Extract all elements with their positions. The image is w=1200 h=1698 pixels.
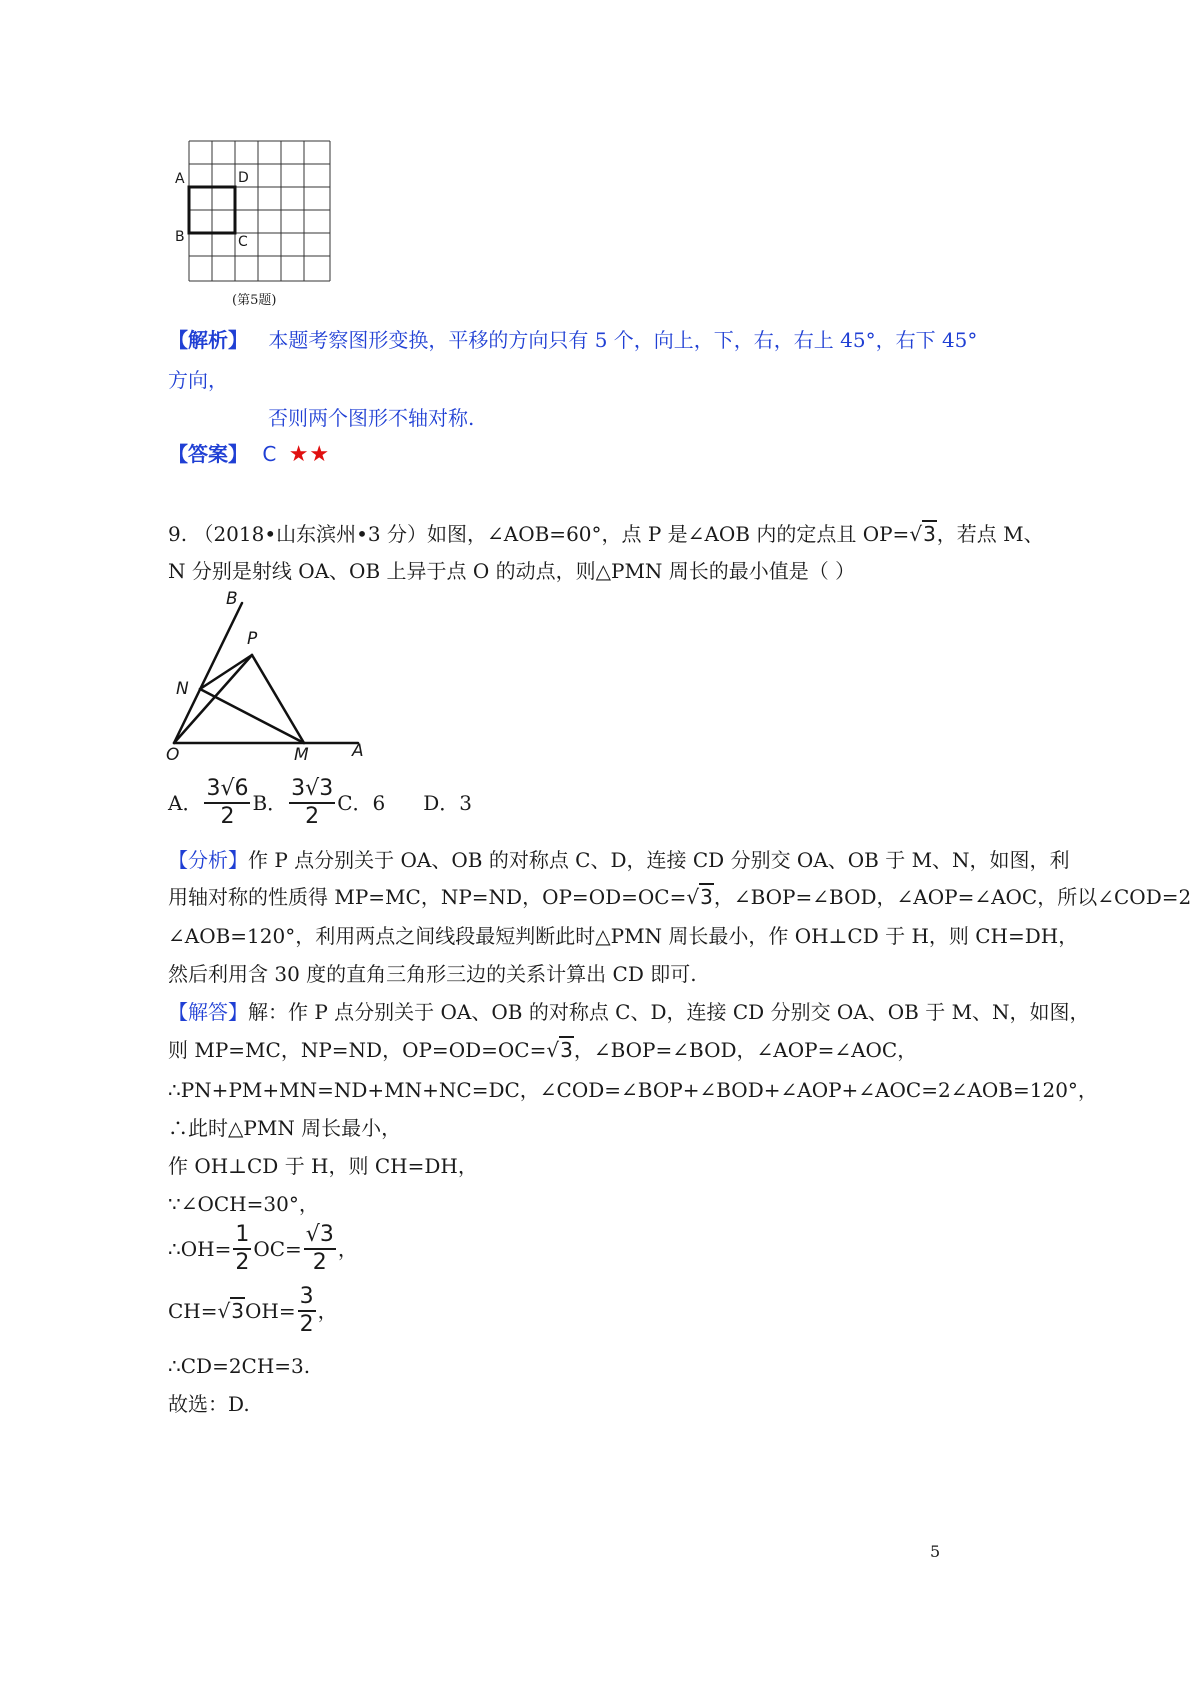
jieda-text2-post: ，∠BOP=∠BOD，∠AOP=∠AOC，: [573, 1038, 918, 1062]
ray-ob: [174, 603, 242, 743]
jieda-line10: 故选：D.: [168, 1392, 250, 1416]
tri-label-p: P: [247, 629, 258, 649]
tri-label-o: O: [166, 745, 180, 765]
fenxi-sqrt3: 3: [700, 885, 713, 909]
fenxi-line3: ∠AOB=120°，利用两点之间线段最短判断此时△PMN 周长最小，作 OH⊥CD 于 H，则 CH=DH，: [168, 924, 1079, 948]
options-row: [168, 776, 472, 836]
q9-text1: 9. （2018•山东滨州•3 分）如图，∠AOB=60°，点 P 是∠AOB 内的定点且 OP=: [168, 522, 910, 546]
jieda-frac1-den: 2: [235, 1250, 250, 1275]
sqrt-icon: √3: [546, 1038, 573, 1062]
analysis1-tag: 【解析】: [168, 328, 248, 352]
jieda-frac2-den: 2: [312, 1250, 327, 1275]
fenxi-line2: [168, 883, 1191, 911]
grid-label-b: B: [175, 229, 185, 245]
option-c: C．6: [337, 791, 386, 815]
tri-label-b: B: [226, 589, 238, 609]
jieda-frac2-num: √3: [304, 1222, 336, 1250]
jieda-text7-post: ，: [337, 1237, 358, 1261]
jieda-line6: ∵∠OCH=30°，: [168, 1192, 319, 1216]
tri-label-n: N: [176, 679, 189, 699]
analysis1-line2: 方向，: [168, 368, 228, 392]
answer1-letter: C: [262, 442, 277, 466]
option-b-den: 2: [305, 804, 320, 829]
segment-op: [174, 655, 252, 743]
option-a-label: A．: [168, 791, 203, 815]
sqrt-icon: √3: [217, 1299, 244, 1323]
q9-line1: [168, 520, 1044, 548]
jieda-frac1-num: 1: [233, 1222, 251, 1250]
sqrt-icon: √3: [686, 885, 713, 909]
jieda-sqrt3: 3: [560, 1038, 573, 1062]
option-a-frac: [204, 776, 250, 830]
fenxi-text2: 用轴对称的性质得 MP=MC，NP=ND，OP=OD=OC=: [168, 885, 687, 909]
fenxi-line1: [168, 846, 1070, 874]
jieda-line8: [168, 1284, 338, 1344]
page-number: 5: [930, 1542, 941, 1561]
option-a-num: 3√6: [204, 776, 250, 804]
jieda-line1: [168, 998, 1090, 1026]
option-b-num: 3√3: [289, 776, 335, 804]
jieda-text2: 则 MP=MC，NP=ND，OP=OD=OC=: [168, 1038, 547, 1062]
grid-caption: (第5题): [232, 293, 277, 308]
jieda-frac-sqrt3-half: [304, 1222, 336, 1276]
jieda-line4: ∴此时△PMN 周长最小，: [168, 1116, 402, 1140]
jieda-line5: 作 OH⊥CD 于 H，则 CH=DH，: [168, 1154, 478, 1178]
fenxi-text1: 作 P 点分别关于 OA、OB 的对称点 C、D，连接 CD 分别交 OA、OB 于 M、N，如图，利: [248, 848, 1070, 872]
grid-figure: [175, 135, 365, 335]
answer1: [168, 440, 330, 469]
q9-sqrt3: 3: [923, 522, 936, 546]
jieda-text8-post: ，: [317, 1299, 338, 1323]
tri-label-m: M: [294, 745, 309, 765]
jieda-line2: [168, 1036, 917, 1064]
sqrt-icon: √3: [909, 522, 936, 546]
jieda-line9: ∴CD=2CH=3.: [168, 1354, 311, 1378]
triangle-figure: [160, 585, 380, 775]
jieda-line8-sqrt3: 3: [231, 1299, 244, 1323]
fenxi-tag: 【分析】: [168, 848, 248, 872]
analysis1-text1: 本题考察图形变换，平移的方向只有 5 个，向上，下，右，右上 45°，右下 45°: [268, 328, 978, 352]
option-d: D．3: [423, 791, 472, 815]
jieda-text8-mid: OH=: [245, 1299, 296, 1323]
option-b-frac: [289, 776, 335, 830]
answer1-tag: 【答案】: [168, 442, 248, 466]
q9-text1-post: ，若点 M、: [936, 522, 1044, 546]
triangle-figure-svg: [160, 585, 380, 775]
answer1-stars: ★★: [288, 442, 331, 467]
option-b-label: B．: [252, 791, 288, 815]
jieda-frac3-den: 2: [299, 1312, 314, 1337]
analysis1-line1: [168, 326, 977, 354]
jieda-text7-mid: OC=: [253, 1237, 302, 1261]
fenxi-line4: 然后利用含 30 度的直角三角形三边的关系计算出 CD 即可.: [168, 962, 697, 986]
jieda-line7: [168, 1222, 358, 1282]
q9-line2: N 分别是射线 OA、OB 上异于点 O 的动点，则△PMN 周长的最小值是（ ）: [168, 559, 856, 583]
tri-label-a: A: [352, 741, 364, 761]
jieda-frac-half: [233, 1222, 251, 1276]
jieda-frac-three-half: [298, 1284, 316, 1338]
jieda-text7-pre: ∴OH=: [168, 1237, 232, 1261]
grid-label-c: C: [238, 234, 248, 250]
grid-label-d: D: [238, 170, 249, 186]
jieda-line3: ∴PN+PM+MN=ND+MN+NC=DC，∠COD=∠BOP+∠BOD+∠AOP+∠AOC=2∠AOB=120°，: [168, 1078, 1098, 1102]
jieda-tag: 【解答】: [168, 1000, 248, 1024]
jieda-frac3-num: 3: [298, 1284, 316, 1312]
grid-label-a: A: [175, 171, 185, 187]
fenxi-text2-post: ，∠BOP=∠BOD，∠AOP=∠AOC，所以∠COD=2: [713, 885, 1192, 909]
jieda-text8-pre: CH=: [168, 1299, 218, 1323]
analysis1-line3: 否则两个图形不轴对称.: [268, 406, 475, 430]
option-a-den: 2: [220, 804, 235, 829]
jieda-text1: 解：作 P 点分别关于 OA、OB 的对称点 C、D，连接 CD 分别交 OA、OB 于 M、N，如图，: [248, 1000, 1090, 1024]
